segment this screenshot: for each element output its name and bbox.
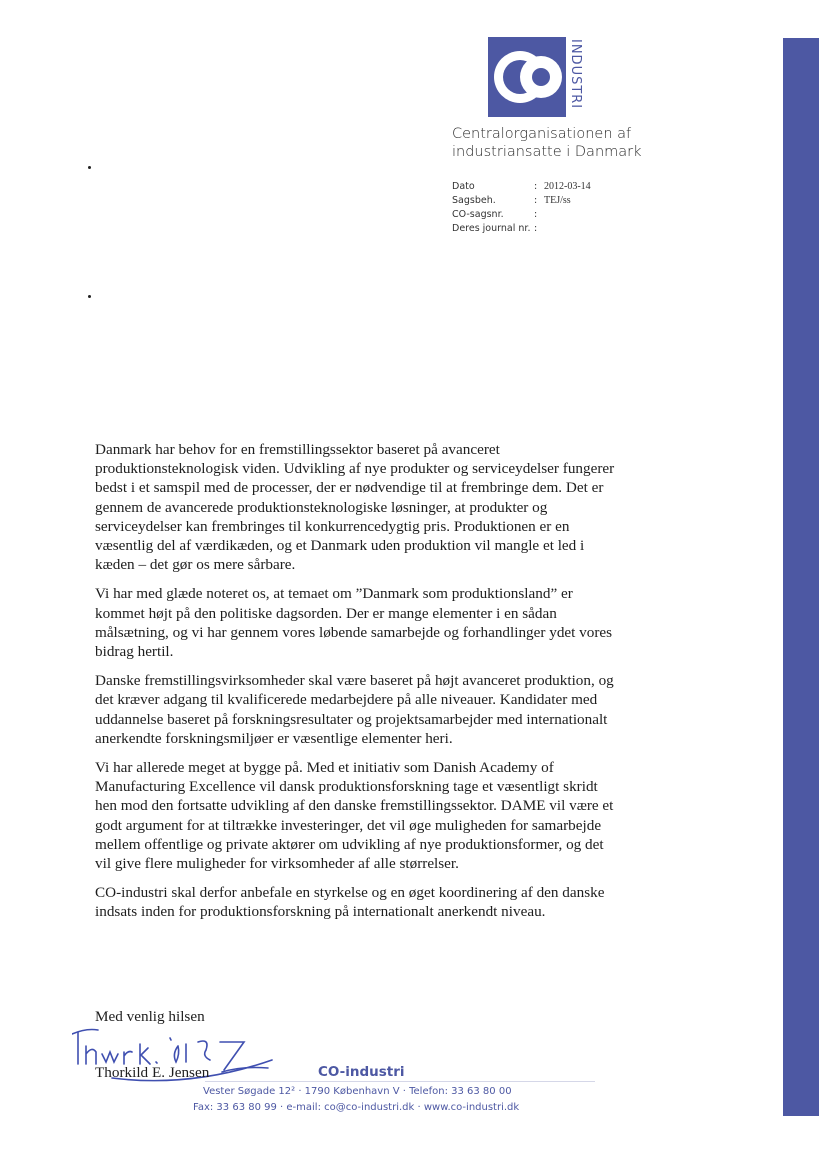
fold-mark: [88, 295, 91, 298]
meta-colon: :: [534, 195, 538, 206]
body-paragraph-3: Danske fremstillingsvirksomheder skal være baseret på højt avanceret produktion, og det kræver adgang til kvalificerede medarbejdere på alle niveauer. Kandidater med uddannelse baseret på forskningsresultater og projektsamarbejder med internationalt anerkendte forskningsmiljøer er væsentlige elementer heri.: [95, 672, 614, 747]
meta-label: Dato: [452, 181, 475, 192]
meta-colon: :: [534, 223, 538, 234]
signer-name: Thorkild E. Jensen: [95, 1064, 210, 1081]
meta-label: Sagsbeh.: [452, 195, 496, 206]
meta-colon: :: [534, 181, 538, 192]
meta-row-case-handler: [452, 194, 692, 208]
meta-value: 2012-03-14: [544, 181, 591, 192]
organisation-name: [452, 125, 752, 161]
reference-block: [452, 180, 692, 236]
meta-row-date: [452, 180, 692, 194]
meta-value: TEJ/ss: [544, 195, 571, 206]
meta-row-co-case-number: [452, 208, 692, 222]
letter-body: [95, 440, 615, 932]
org-name-line-2: industriansatte i Danmark: [452, 144, 642, 160]
meta-colon: :: [534, 209, 538, 220]
body-paragraph-5: CO-industri skal derfor anbefale en styrkelse og en øget koordinering af den danske indsats inden for produktionsforskning på internationalt anerkendt niveau.: [95, 884, 605, 921]
footer-contact: Fax: 33 63 80 99 · e-mail: co@co-industri.dk · www.co-industri.dk: [193, 1102, 520, 1113]
body-paragraph-2: Vi har med glæde noteret os, at temaet om ”Danmark som produktionsland” er kommet højt på den politiske dagsorden. Der er mange elementer i en sådan målsætning, og vi har gennem vores løbende samarbejde og forhandlinger ydet vores bidrag hertil.: [95, 585, 613, 661]
footer-divider: [205, 1081, 595, 1082]
footer-brand-name: CO-industri: [318, 1064, 405, 1080]
closing-greeting: Med venlig hilsen: [95, 1008, 205, 1025]
footer-address: Vester Søgade 12² · 1790 København V · Telefon: 33 63 80 00: [203, 1086, 512, 1097]
meta-label: Deres journal nr.: [452, 223, 531, 234]
meta-row-your-journal-number: [452, 222, 692, 236]
fold-mark: [88, 166, 91, 169]
co-industri-logo: [488, 37, 588, 117]
body-paragraph-4: Vi har allerede meget at bygge på. Med et initiativ som Danish Academy of Manufacturing Excellence vil dansk produktionsforskning tage et væsentligt skridt hen mod den fortsatte udvikling af den danske fremstillingssektor. DAME vil være et godt argument for at tiltrække investeringer, det vil øge muligheden for samarbejde mellem offentlige og private aktører om udvikling af nye produktionsformer, og det vil give flere muligheder for virksomheder af alle størrelser.: [95, 759, 614, 873]
meta-label: CO-sagsnr.: [452, 209, 504, 220]
org-name-line-1: Centralorganisationen af: [452, 126, 632, 142]
svg-text:INDUSTRI: INDUSTRI: [568, 39, 583, 110]
body-paragraph-1: Danmark har behov for en fremstillingssektor baseret på avanceret produktionsteknologisk viden. Udvikling af nye produkter og serviceydelser fungerer bedst i et samspil med de processer, der er nødvendige til at frembringe dem. Det er gennem de avancerede produktionsteknologiske løsninger, at produkter og serviceydelser kan frembringes til konkurrencedygtig pris. Produktionen er en væsentlig del af værdikæden, og et Danmark uden produktion vil mangle et led i kæden – det gør os mere sårbare.: [95, 441, 615, 574]
side-color-bar: [783, 38, 819, 1116]
